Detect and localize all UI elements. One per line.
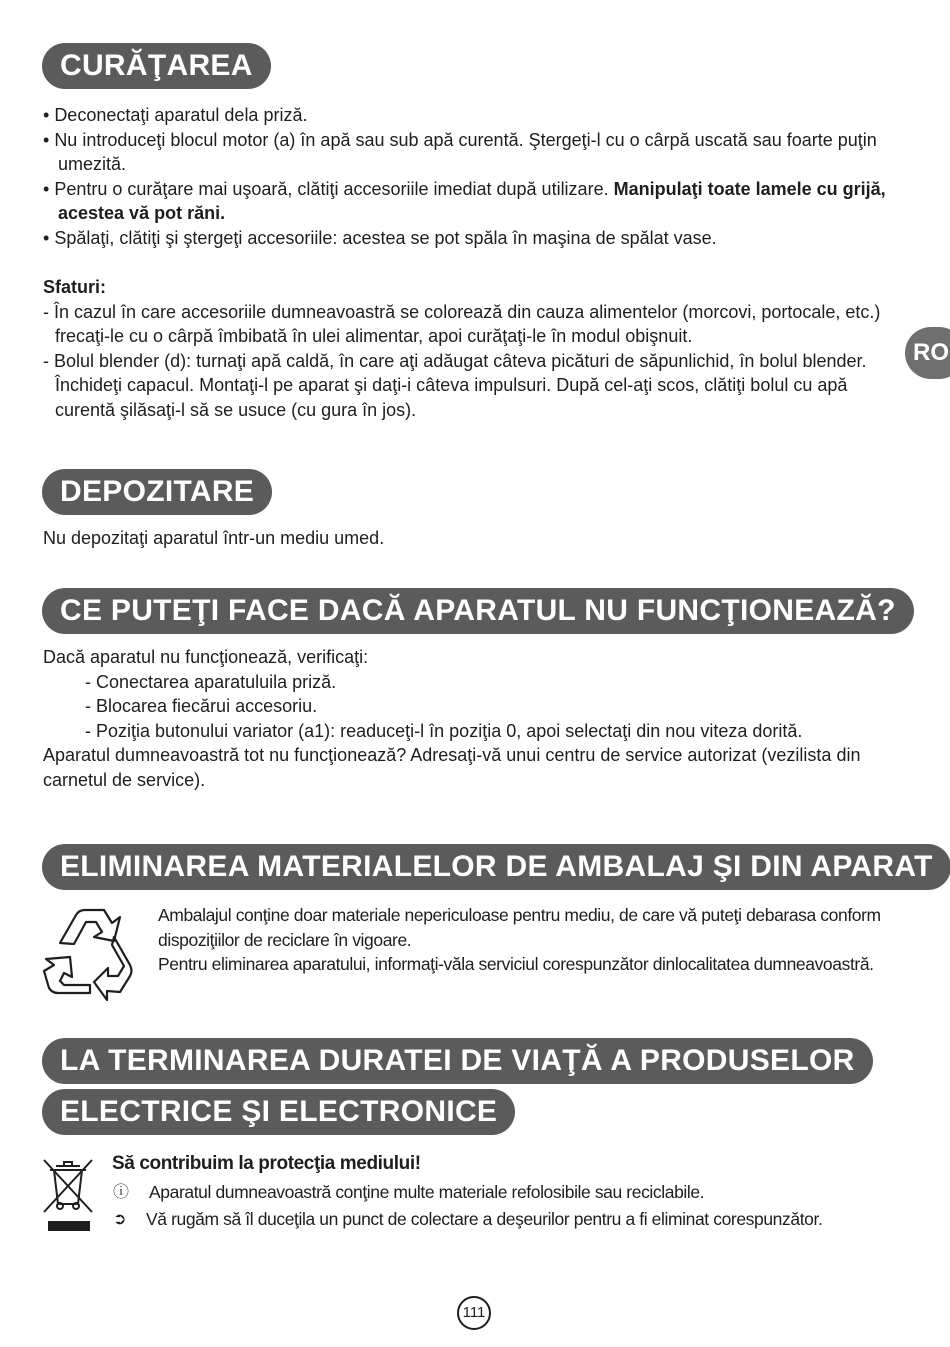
language-tab: RO <box>905 327 950 379</box>
arrow-icon: ➲ <box>113 1211 127 1228</box>
check-item: - Blocarea fiecărui accesoriu. <box>85 696 318 716</box>
disposal-text <box>158 903 910 977</box>
weee-arrow-text: Vă rugăm să îl duceţila un punct de colectare a deşeurilor pentru a fi eliminat corespunzător. <box>146 1209 823 1229</box>
page-number: 111 <box>457 1296 491 1330</box>
disposal-heading: ELIMINAREA MATERIALELOR DE AMBALAJ ŞI DIN APARAT <box>42 844 950 890</box>
troubleshoot-intro: Dacă aparatul nu funcţionează, verificaţi: <box>43 647 369 667</box>
recycle-icon <box>42 905 144 1001</box>
weee-subtitle: Să contribuim la protecţia mediului! <box>112 1153 421 1174</box>
cleaning-bullets <box>43 103 906 250</box>
info-icon: ⓘ <box>113 1184 129 1201</box>
storage-heading: DEPOZITARE <box>42 469 272 515</box>
list-item: • Pentru o curăţare mai uşoară, clătiţi accesoriile imediat după utilizare. Manipulaţi toate lamele cu grijă, acestea vă pot răni. <box>43 178 886 223</box>
troubleshoot-text <box>43 645 906 792</box>
weee-heading-line1: LA TERMINAREA DURATEI DE VIAŢĂ A PRODUSELOR <box>42 1038 873 1084</box>
list-item: • Deconectaţi aparatul dela priză. <box>43 105 308 125</box>
disposal-line2: Pentru eliminarea aparatului, informaţi-văla serviciul corespunzător dinlocalitatea dumneavoastră. <box>158 954 874 974</box>
tip-item: - Bolul blender (d): turnaţi apă caldă, în care aţi adăugat câteva picături de săpunlichid, în bolul blender. Închideţi capacul. Montaţi-l pe aparat şi daţi-i câteva impulsuri. După cel-aţi scos, clătiţi bolul cu apă curentă şilăsaţi-l să se usuce (cu gura în jos). <box>43 350 867 420</box>
list-item: • Nu introduceţi blocul motor (a) în apă sau sub apă curentă. Ştergeţi-l cu o cârpă uscată sau foarte puţin umezită. <box>43 129 877 174</box>
tip-item: - În cazul în care accesoriile dumneavoastră se colorează din cauza alimentelor (morcovi, portocale, etc.) frecaţi-le cu o cârpă îmbibată în ulei alimentar, apoi curăţaţi-le în modul obişnuit. <box>43 301 881 346</box>
tips-title: Sfaturi: <box>43 277 106 297</box>
weee-info-text: Aparatul dumneavoastră conţine multe materiale refolosibile sau reciclabile. <box>149 1182 705 1202</box>
troubleshoot-outro: Aparatul dumneavoastră tot nu funcţionează? Adresaţi-vă unui centru de service autorizat (vezilista din carnetul de service). <box>43 745 861 790</box>
disposal-line1: Ambalajul conţine doar materiale nepericuloase pentru mediu, de care vă puteţi debarasa conform dispoziţiilor de reciclare în vigoare. <box>158 905 881 950</box>
cleaning-heading: CURĂŢAREA <box>42 43 271 89</box>
storage-text: Nu depozitaţi aparatul într-un mediu umed. <box>43 528 385 548</box>
list-item: • Spălaţi, clătiţi şi ştergeţi accesoriile: acestea se pot spăla în maşina de spălat vase. <box>43 227 717 248</box>
crossed-bin-icon <box>42 1158 94 1232</box>
check-item: - Poziţia butonului variator (a1): readuceţi-l în poziţia 0, apoi selectaţi din nou viteza dorită. <box>85 720 803 741</box>
check-item: - Conectarea aparatuluila priză. <box>85 671 337 692</box>
cleaning-tips <box>43 275 906 422</box>
safety-warning: Manipulaţi toate lamele cu grijă, acestea vă pot răni. <box>58 178 886 223</box>
troubleshoot-heading: CE PUTEŢI FACE DACĂ APARATUL NU FUNCŢIONEAZĂ? <box>42 588 914 634</box>
weee-heading-line2: ELECTRICE ŞI ELECTRONICE <box>42 1089 515 1135</box>
